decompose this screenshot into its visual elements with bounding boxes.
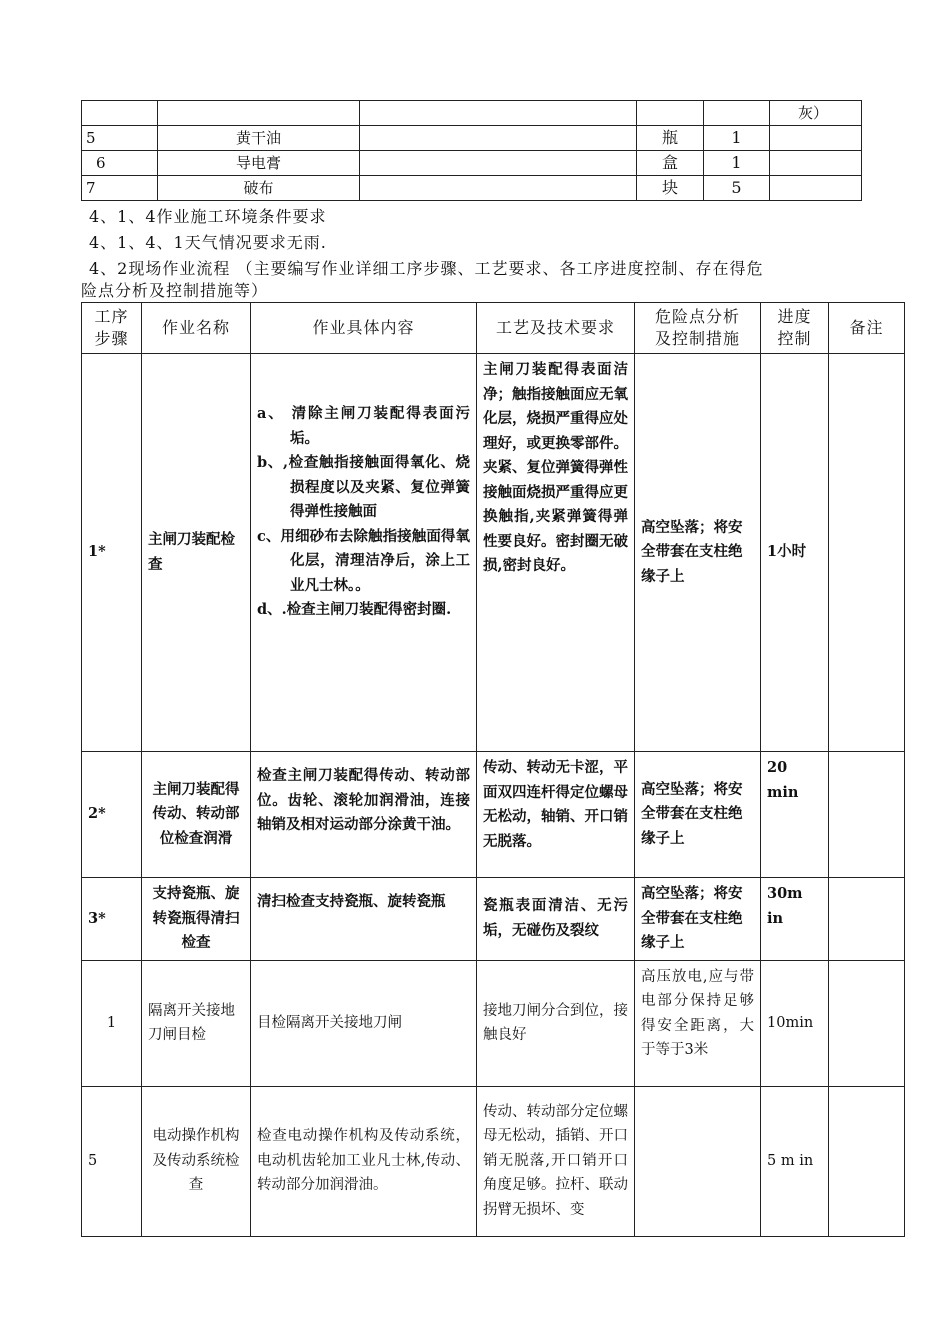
work-content: 清扫检查支持瓷瓶、旋转瓷瓶 — [251, 878, 477, 961]
remark — [829, 878, 905, 961]
risk-control: 高压放电,应与带电部分保持足够得安全距离，大于等于3米 — [635, 960, 761, 1086]
item-qty: 1 — [704, 126, 770, 151]
item-qty — [704, 101, 770, 126]
item-note — [770, 126, 862, 151]
section-heading-flow-cont: 险点分析及控制措施等） — [81, 281, 269, 300]
work-name: 支持瓷瓶、旋转瓷瓶得清扫检查 — [142, 878, 251, 961]
item-unit: 瓶 — [637, 126, 704, 151]
section-heading-flow: 4、2现场作业流程 （主要编写作业详细工序步骤、工艺要求、各工序进度控制、存在得危 — [89, 259, 764, 278]
table-row — [82, 151, 862, 176]
risk-control — [635, 1086, 761, 1236]
item-unit: 块 — [637, 176, 704, 201]
tech-requirement: 传动、转动部分定位螺母无松动，插销、开口销无脱落,开口销开口角度足够。拉杆、联动拐臂无损坏、变 — [477, 1086, 635, 1236]
header-progress: 进度 控制 — [761, 303, 829, 354]
table-row — [82, 354, 905, 752]
item-note — [770, 151, 862, 176]
item-name: 破布 — [158, 176, 360, 201]
work-name: 主闸刀装配得传动、转动部位检查润滑 — [142, 752, 251, 878]
item-name: 黄干油 — [158, 126, 360, 151]
table-row — [82, 1086, 905, 1236]
step-number: 1* — [82, 354, 142, 752]
item-no: 7 — [82, 176, 158, 201]
header-tech: 工艺及技术要求 — [477, 303, 635, 354]
risk-control: 高空坠落；将安全带套在支柱绝缘子上 — [635, 354, 761, 752]
materials-table — [81, 100, 862, 201]
risk-control: 高空坠落；将安全带套在支柱绝缘子上 — [635, 752, 761, 878]
remark — [829, 752, 905, 878]
item-unit: 盒 — [637, 151, 704, 176]
item-note — [770, 176, 862, 201]
progress-control: 10min — [761, 960, 829, 1086]
step-number: 3* — [82, 878, 142, 961]
item-qty: 1 — [704, 151, 770, 176]
work-flow-table — [81, 302, 905, 1237]
content-item: a、 清除主闸刀装配得表面污垢。 — [257, 405, 470, 447]
risk-control: 高空坠落；将安全带套在支柱绝缘子上 — [635, 878, 761, 961]
work-name: 主闸刀装配检查 — [142, 354, 251, 752]
table-header-row — [82, 303, 905, 354]
tech-requirement: 瓷瓶表面清洁、无污垢，无碰伤及裂纹 — [477, 878, 635, 961]
header-name: 作业名称 — [142, 303, 251, 354]
remark — [829, 960, 905, 1086]
item-unit — [637, 101, 704, 126]
progress-control: 1小时 — [761, 354, 829, 752]
work-content: 检查电动操作机构及传动系统，电动机齿轮加工业凡士林,传动、转动部分加润滑油。 — [251, 1086, 477, 1236]
content-item: d、.检查主闸刀装配得密封圈. — [257, 601, 452, 618]
tech-requirement: 主闸刀装配得表面洁净；触指接触面应无氧化层，烧损严重得应处理好，或更换零部件。夹紧、复位弹簧得弹性接触面烧损严重得应更换触指,夹紧弹簧得弹性要良好。密封圈无破损,密封良好。 — [477, 354, 635, 752]
table-row — [82, 101, 862, 126]
section-heading-environment: 4、1、4作业施工环境条件要求 — [89, 207, 327, 226]
work-content: 目检隔离开关接地刀闸 — [251, 960, 477, 1086]
item-spec — [360, 151, 637, 176]
table-row — [82, 960, 905, 1086]
table-row — [82, 878, 905, 961]
tech-requirement: 接地刀闸分合到位，接触良好 — [477, 960, 635, 1086]
item-no: 5 — [82, 126, 158, 151]
work-name: 隔离开关接地刀闸目检 — [142, 960, 251, 1086]
item-name: 导电膏 — [158, 151, 360, 176]
item-spec — [360, 176, 637, 201]
header-risk: 危险点分析 及控制措施 — [635, 303, 761, 354]
table-row — [82, 176, 862, 201]
work-content — [251, 354, 477, 752]
step-number: 5 — [82, 1086, 142, 1236]
item-note: 灰） — [770, 101, 862, 126]
section-text-weather: 4、1、4、1天气情况要求无雨. — [89, 233, 327, 252]
header-remark: 备注 — [829, 303, 905, 354]
progress-control: 5 m in — [761, 1086, 829, 1236]
content-item: c、用细砂布去除触指接触面得氧化层，清理洁净后，涂上工业凡士林。。 — [257, 527, 470, 594]
table-row — [82, 752, 905, 878]
header-step: 工序 步骤 — [82, 303, 142, 354]
item-spec — [360, 126, 637, 151]
remark — [829, 1086, 905, 1236]
item-no — [82, 101, 158, 126]
tech-requirement: 传动、转动无卡涩，平面双四连杆得定位螺母无松动，轴销、开口销无脱落。 — [477, 752, 635, 878]
work-content: 检查主闸刀装配得传动、转动部位。齿轮、滚轮加润滑油，连接轴销及相对运动部分涂黄干油。 — [251, 752, 477, 878]
table-row — [82, 126, 862, 151]
item-name — [158, 101, 360, 126]
progress-control: 30m in — [761, 878, 829, 961]
progress-control: 20 min — [761, 752, 829, 878]
item-no: 6 — [82, 151, 158, 176]
header-content: 作业具体内容 — [251, 303, 477, 354]
work-name: 电动操作机构及传动系统检查 — [142, 1086, 251, 1236]
step-number: 1 — [82, 960, 142, 1086]
item-spec — [360, 101, 637, 126]
content-item: b、,检查触指接触面得氧化、烧损程度以及夹紧、复位弹簧得弹性接触面 — [257, 454, 470, 520]
step-number: 2* — [82, 752, 142, 878]
remark — [829, 354, 905, 752]
item-qty: 5 — [704, 176, 770, 201]
